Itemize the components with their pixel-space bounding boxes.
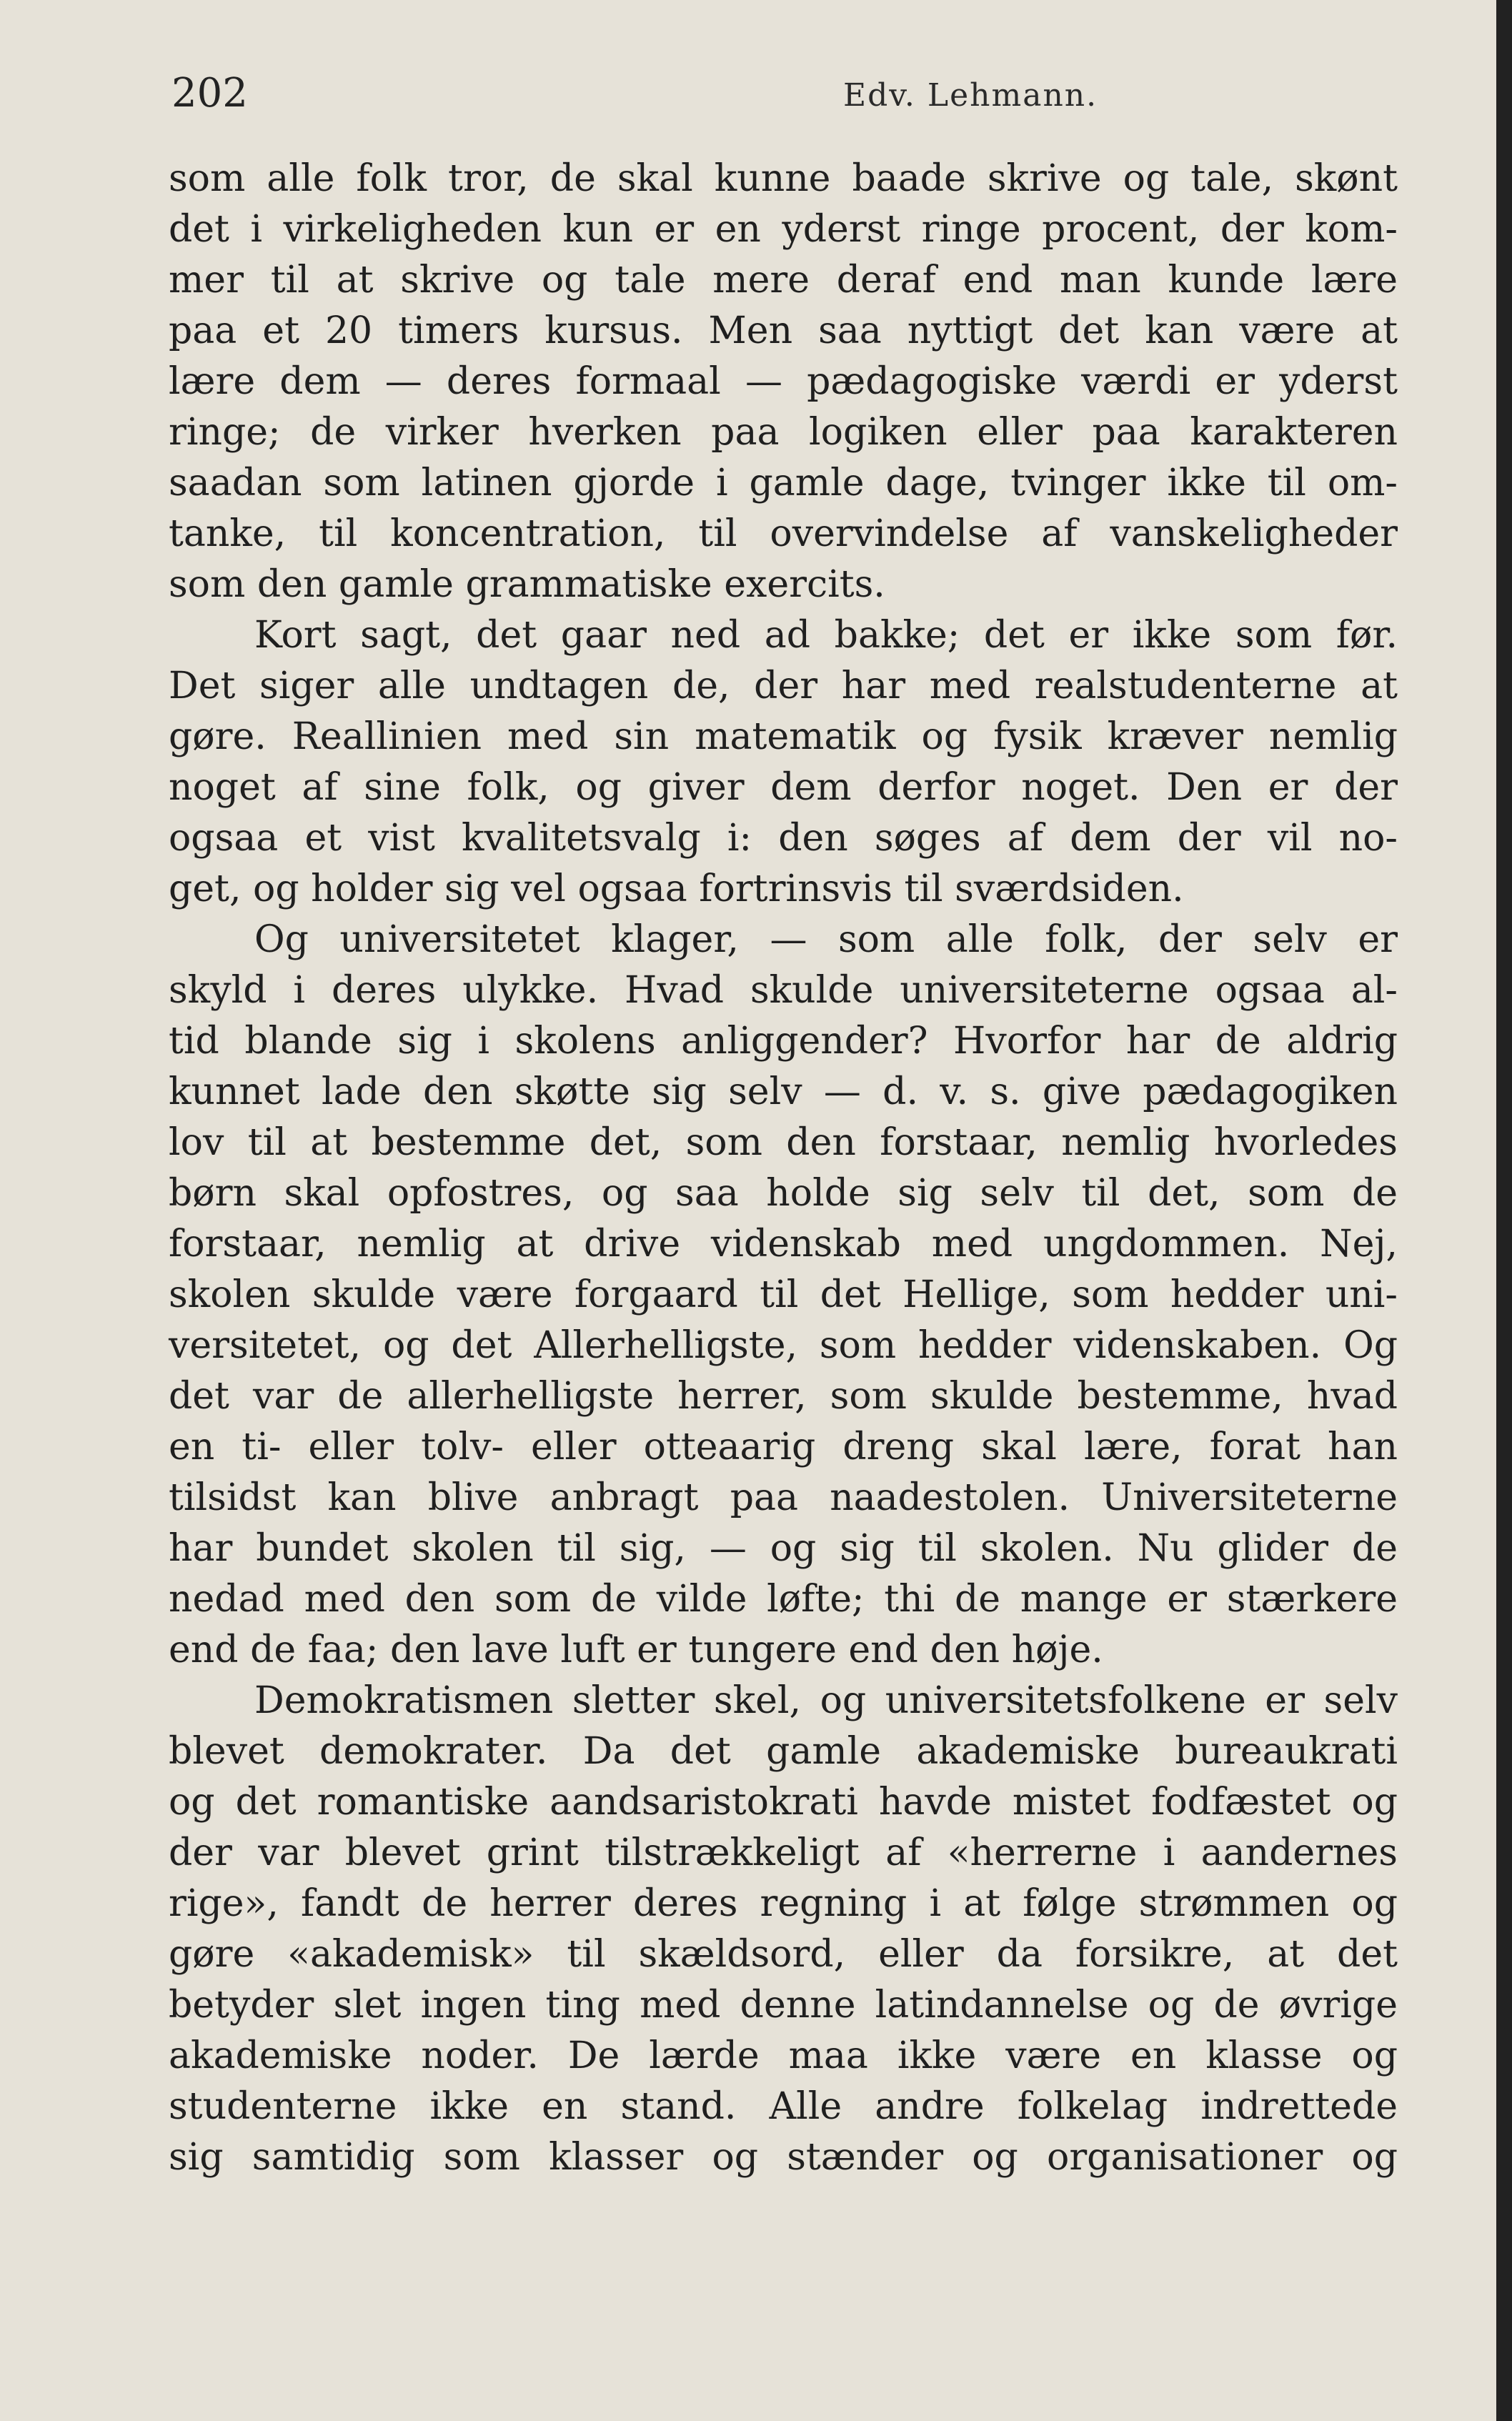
text-line: tid blande sig i skolens anliggender? Hvorfor har de aldrig <box>169 1020 1398 1063</box>
text-line: ringe; de virker hverken paa logiken eller paa karakteren <box>169 411 1398 454</box>
text-line: der var blevet grint tilstrækkeligt af «herrerne i aandernes <box>169 1831 1398 1874</box>
text-line: end de faa; den lave luft er tungere end den høje. <box>169 1629 1103 1671</box>
text-line: nedad med den som de vilde løfte; thi de mange er stærkere <box>169 1578 1398 1621</box>
text-line: en ti- eller tolv- eller otteaarig dreng skal lære, forat han <box>169 1426 1398 1468</box>
body-text <box>169 154 1398 2183</box>
text-line: tanke, til koncentration, til overvindelse af vanskeligheder <box>169 512 1398 555</box>
page-header <box>171 70 1401 120</box>
page-number: 202 <box>171 70 248 116</box>
text-line: rige», fandt de herrer deres regning i at følge strømmen og <box>169 1882 1398 1925</box>
text-line: akademiske noder. De lærde maa ikke være en klasse og <box>169 2034 1398 2077</box>
page-edge-shadow <box>1496 0 1512 2421</box>
running-head: Edv. Lehmann. <box>843 77 1098 114</box>
text-line: skyld i deres ulykke. Hvad skulde universiteterne ogsaa al- <box>169 969 1398 1012</box>
text-line: tilsidst kan blive anbragt paa naadestolen. Universiteterne <box>169 1476 1398 1519</box>
text-line: blevet demokrater. Da det gamle akademiske bureaukrati <box>169 1730 1398 1773</box>
text-line: ogsaa et vist kvalitetsvalg i: den søges af dem der vil no- <box>169 817 1398 860</box>
text-line: get, og holder sig vel ogsaa fortrinsvis til sværdsiden. <box>169 868 1184 910</box>
text-line: versitetet, og det Allerhelligste, som hedder videnskaben. Og <box>169 1324 1398 1367</box>
text-line: gøre. Reallinien med sin matematik og fysik kræver nemlig <box>169 715 1398 758</box>
text-line: betyder slet ingen ting med denne latindannelse og de øvrige <box>169 1984 1398 2027</box>
text-line: lov til at bestemme det, som den forstaar, nemlig hvorledes <box>169 1121 1398 1164</box>
text-line: har bundet skolen til sig, — og sig til skolen. Nu glider de <box>169 1527 1398 1570</box>
text-line: det var de allerhelligste herrer, som skulde bestemme, hvad <box>169 1375 1398 1418</box>
text-line: og det romantiske aandsaristokrati havde mistet fodfæstet og <box>169 1781 1398 1824</box>
text-line: skolen skulde være forgaard til det Hellige, som hedder uni- <box>169 1273 1398 1316</box>
text-line: kunnet lade den skøtte sig selv — d. v. s. give pædagogiken <box>169 1070 1398 1113</box>
text-line: saadan som latinen gjorde i gamle dage, tvinger ikke til om- <box>169 462 1398 504</box>
text-line: som den gamle grammatiske exercits. <box>169 563 885 606</box>
text-line: lære dem — deres formaal — pædagogiske værdi er yderst <box>169 360 1398 403</box>
text-line: gøre «akademisk» til skældsord, eller da forsikre, at det <box>169 1933 1398 1976</box>
text-line: noget af sine folk, og giver dem derfor noget. Den er der <box>169 766 1398 809</box>
text-line: Det siger alle undtagen de, der har med realstudenterne at <box>169 665 1398 707</box>
text-line: sig samtidig som klasser og stænder og organisationer og <box>169 2136 1398 2179</box>
text-line: paa et 20 timers kursus. Men saa nyttigt det kan være at <box>169 309 1398 352</box>
text-line: Demokratismen sletter skel, og universitetsfolkene er selv <box>254 1679 1398 1722</box>
text-line: studenterne ikke en stand. Alle andre folkelag indrettede <box>169 2085 1398 2128</box>
text-line: børn skal opfostres, og saa holde sig selv til det, som de <box>169 1172 1398 1215</box>
text-line: forstaar, nemlig at drive videnskab med ungdommen. Nej, <box>169 1223 1398 1266</box>
text-line: det i virkeligheden kun er en yderst ringe procent, der kom- <box>169 208 1398 251</box>
text-line: Kort sagt, det gaar ned ad bakke; det er ikke som før. <box>254 614 1398 657</box>
text-line: Og universitetet klager, — som alle folk, der selv er <box>254 918 1398 961</box>
text-line: mer til at skrive og tale mere deraf end man kunde lære <box>169 259 1398 302</box>
text-line: som alle folk tror, de skal kunne baade skrive og tale, skønt <box>169 157 1398 200</box>
